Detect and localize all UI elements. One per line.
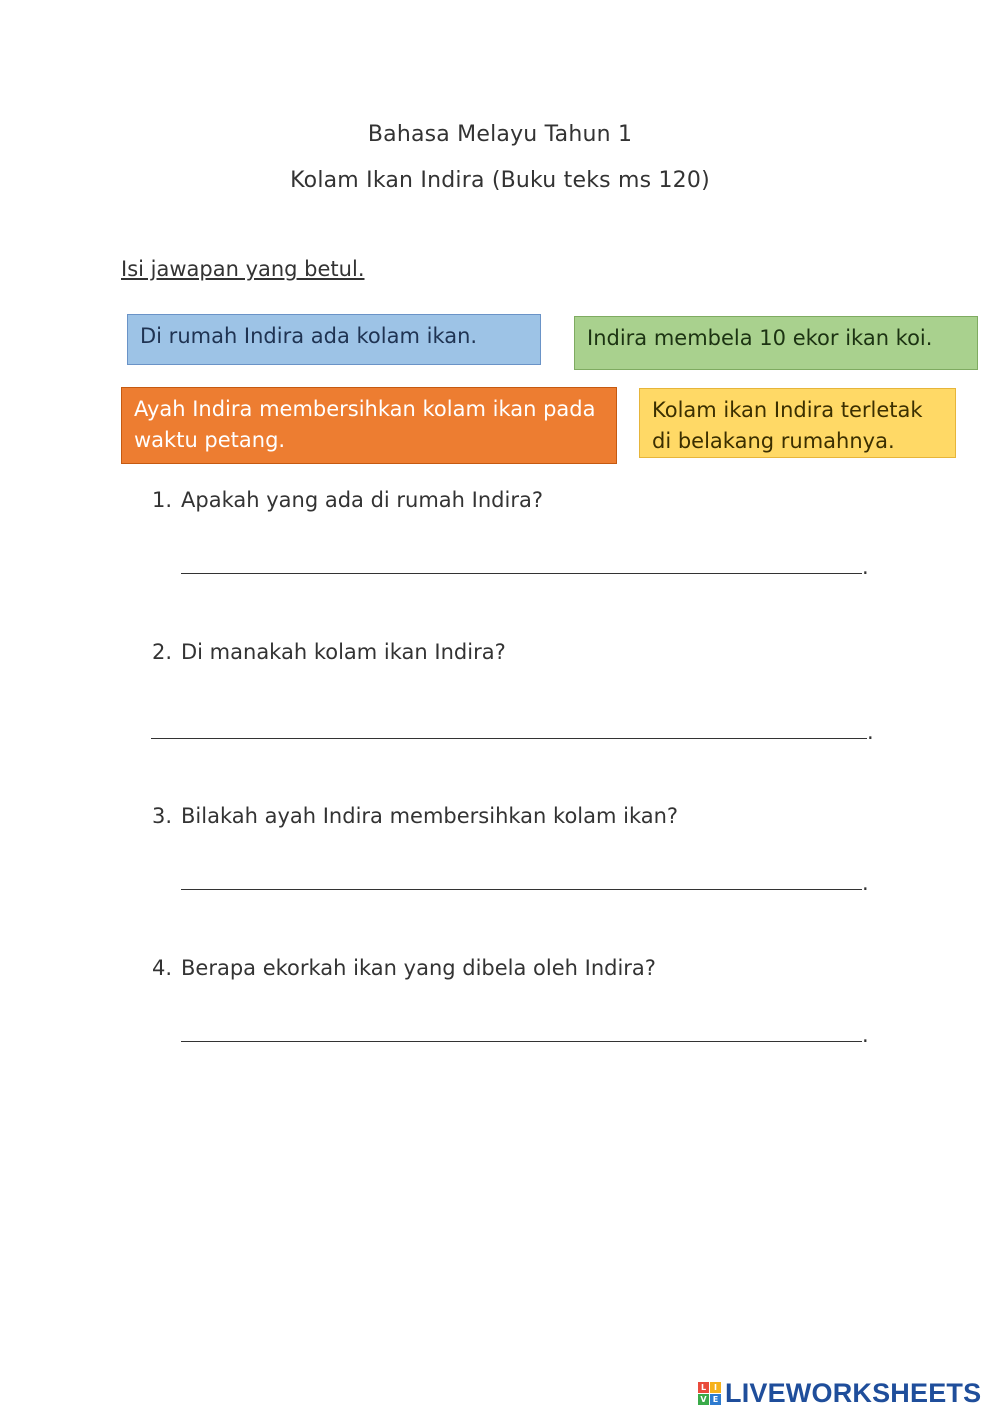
answer-card-3[interactable]: Ayah Indira membersihkan kolam ikan pada waktu petang. — [121, 387, 617, 464]
liveworksheets-logo — [698, 1377, 981, 1409]
question-text: Apakah yang ada di rumah Indira? — [181, 488, 543, 512]
logo-mark-letter: L — [698, 1382, 709, 1393]
answer-line-3[interactable] — [181, 889, 862, 890]
question-number: 2. — [152, 640, 173, 664]
question-1 — [152, 488, 543, 512]
answer-period: . — [862, 555, 869, 579]
question-text: Berapa ekorkah ikan yang dibela oleh Indira? — [181, 956, 656, 980]
question-2 — [152, 640, 506, 664]
worksheet-title: Bahasa Melayu Tahun 1 — [367, 122, 633, 147]
answer-line-1[interactable] — [181, 573, 862, 574]
liveworksheets-mark-icon — [698, 1382, 721, 1405]
answer-period: . — [862, 871, 869, 895]
question-number: 4. — [152, 956, 173, 980]
answer-card-1[interactable]: Di rumah Indira ada kolam ikan. — [127, 314, 541, 365]
question-number: 3. — [152, 804, 173, 828]
logo-mark-letter: V — [698, 1394, 709, 1405]
answer-period: . — [862, 1023, 869, 1047]
logo-mark-letter: I — [710, 1382, 721, 1393]
answer-line-2[interactable] — [151, 738, 867, 739]
question-text: Di manakah kolam ikan Indira? — [181, 640, 506, 664]
answer-card-4[interactable]: Kolam ikan Indira terletak di belakang rumahnya. — [639, 388, 956, 458]
worksheet-subtitle: Kolam Ikan Indira (Buku teks ms 120) — [290, 168, 710, 193]
question-text: Bilakah ayah Indira membersihkan kolam ikan? — [181, 804, 679, 828]
question-3 — [152, 804, 678, 828]
question-number: 1. — [152, 488, 173, 512]
answer-period: . — [867, 720, 874, 744]
question-4 — [152, 956, 656, 980]
logo-mark-letter: E — [710, 1394, 721, 1405]
logo-text: LIVEWORKSHEETS — [725, 1377, 982, 1408]
answer-line-4[interactable] — [181, 1041, 862, 1042]
answer-card-2[interactable]: Indira membela 10 ekor ikan koi. — [574, 316, 978, 370]
instruction-text: Isi jawapan yang betul. — [121, 257, 365, 281]
